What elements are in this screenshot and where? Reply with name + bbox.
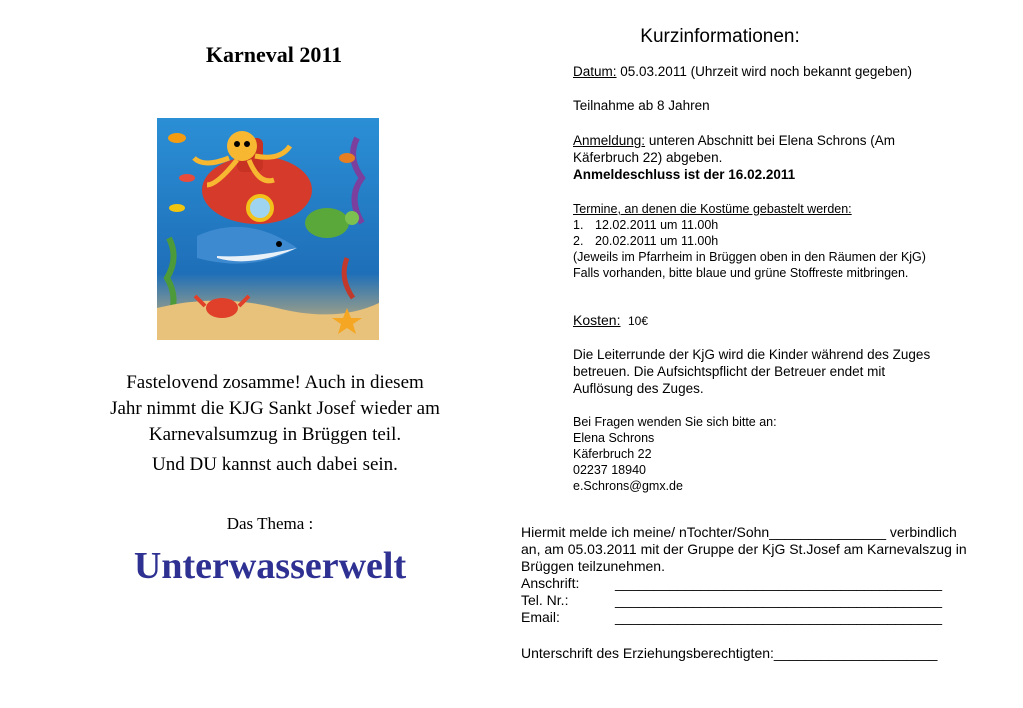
intro-line: Jahr nimmt die KJG Sankt Josef wieder am (110, 398, 440, 419)
flyer-title: Karneval 2011 (205, 42, 343, 67)
cost-line (573, 312, 973, 330)
phone-field[interactable]: Tel. Nr.: __________________________________________ (521, 592, 943, 608)
underwater-illustration (157, 118, 379, 340)
registration-deadline: Anmeldeschluss ist der 16.02.2011 (573, 167, 796, 182)
contact-street: Käferbruch 22 (573, 447, 652, 461)
info-heading: Kurzinformationen: (640, 26, 800, 47)
intro-text (80, 370, 470, 448)
list-item: 1. 12.02.2011 um 11.00h (573, 218, 719, 232)
address-field[interactable]: Anschrift: __________________________________________ (521, 575, 943, 591)
form-line: Hiermit melde ich meine/ nTochter/Sohn_______________ verbindlich (521, 524, 957, 540)
registration-value: unteren Abschnitt bei Elena Schrons (Am (645, 133, 895, 148)
dates-note: Falls vorhanden, bitte blaue und grüne Stoffreste mitbringen. (573, 266, 909, 280)
registration-value-cont: Käferbruch 22) abgeben. (573, 150, 723, 165)
list-item: 2. 20.02.2011 um 11.00h (573, 234, 719, 248)
email-label: Email: (521, 609, 560, 625)
dates-section (573, 201, 993, 281)
date-value: 05.03.2011 (Uhrzeit wird noch bekannt gegeben) (616, 64, 912, 79)
supervision-info: Die Leiterrunde der KjG wird die Kinder während des Zuges betreuen. Die Aufsichtspflicht der Betreuer endet mit Auflösung des Zuges. (573, 347, 931, 396)
intro-line: Fastelovend zosamme! Auch in diesem (126, 372, 424, 393)
phone-label: Tel. Nr.: (521, 592, 569, 608)
registration-label: Anmeldung: (573, 133, 646, 148)
form-line: an, am 05.03.2011 mit der Gruppe der KjG St.Josef am Karnevalszug in (521, 541, 967, 557)
cost-label: Kosten: (573, 312, 621, 328)
address-label: Anschrift: (521, 575, 580, 591)
contact-phone: 02237 18940 (573, 463, 646, 477)
registration-form (521, 524, 1001, 626)
registration-info (573, 132, 973, 183)
form-line: Brüggen teilzunehmen. (521, 558, 665, 574)
dates-note: (Jeweils im Pfarrheim in Brüggen oben in den Räumen der KjG) (573, 250, 926, 264)
contact-email: e.Schrons@gmx.de (573, 479, 683, 493)
intro-line: Karnevalsumzug in Brüggen teil. (148, 424, 402, 445)
age-info: Teilnahme ab 8 Jahren (573, 98, 710, 113)
theme-label: Das Thema : (226, 514, 314, 533)
signature-field[interactable]: Unterschrift des Erziehungsberechtigten:_____________________ (521, 645, 938, 661)
email-field[interactable]: Email: __________________________________________ (521, 609, 943, 625)
dates-label: Termine, an denen die Kostüme gebastelt werden: (573, 202, 852, 216)
contact-name: Elena Schrons (573, 431, 655, 445)
intro-call: Und DU kannst auch dabei sein. (152, 454, 398, 475)
contact-intro: Bei Fragen wenden Sie sich bitte an: (573, 415, 777, 429)
contact-block (573, 414, 993, 494)
date-line (573, 63, 973, 80)
date-label: Datum: (573, 64, 617, 79)
theme-title: Unterwasserwelt (133, 545, 407, 587)
cost-value: 10€ (628, 314, 649, 328)
